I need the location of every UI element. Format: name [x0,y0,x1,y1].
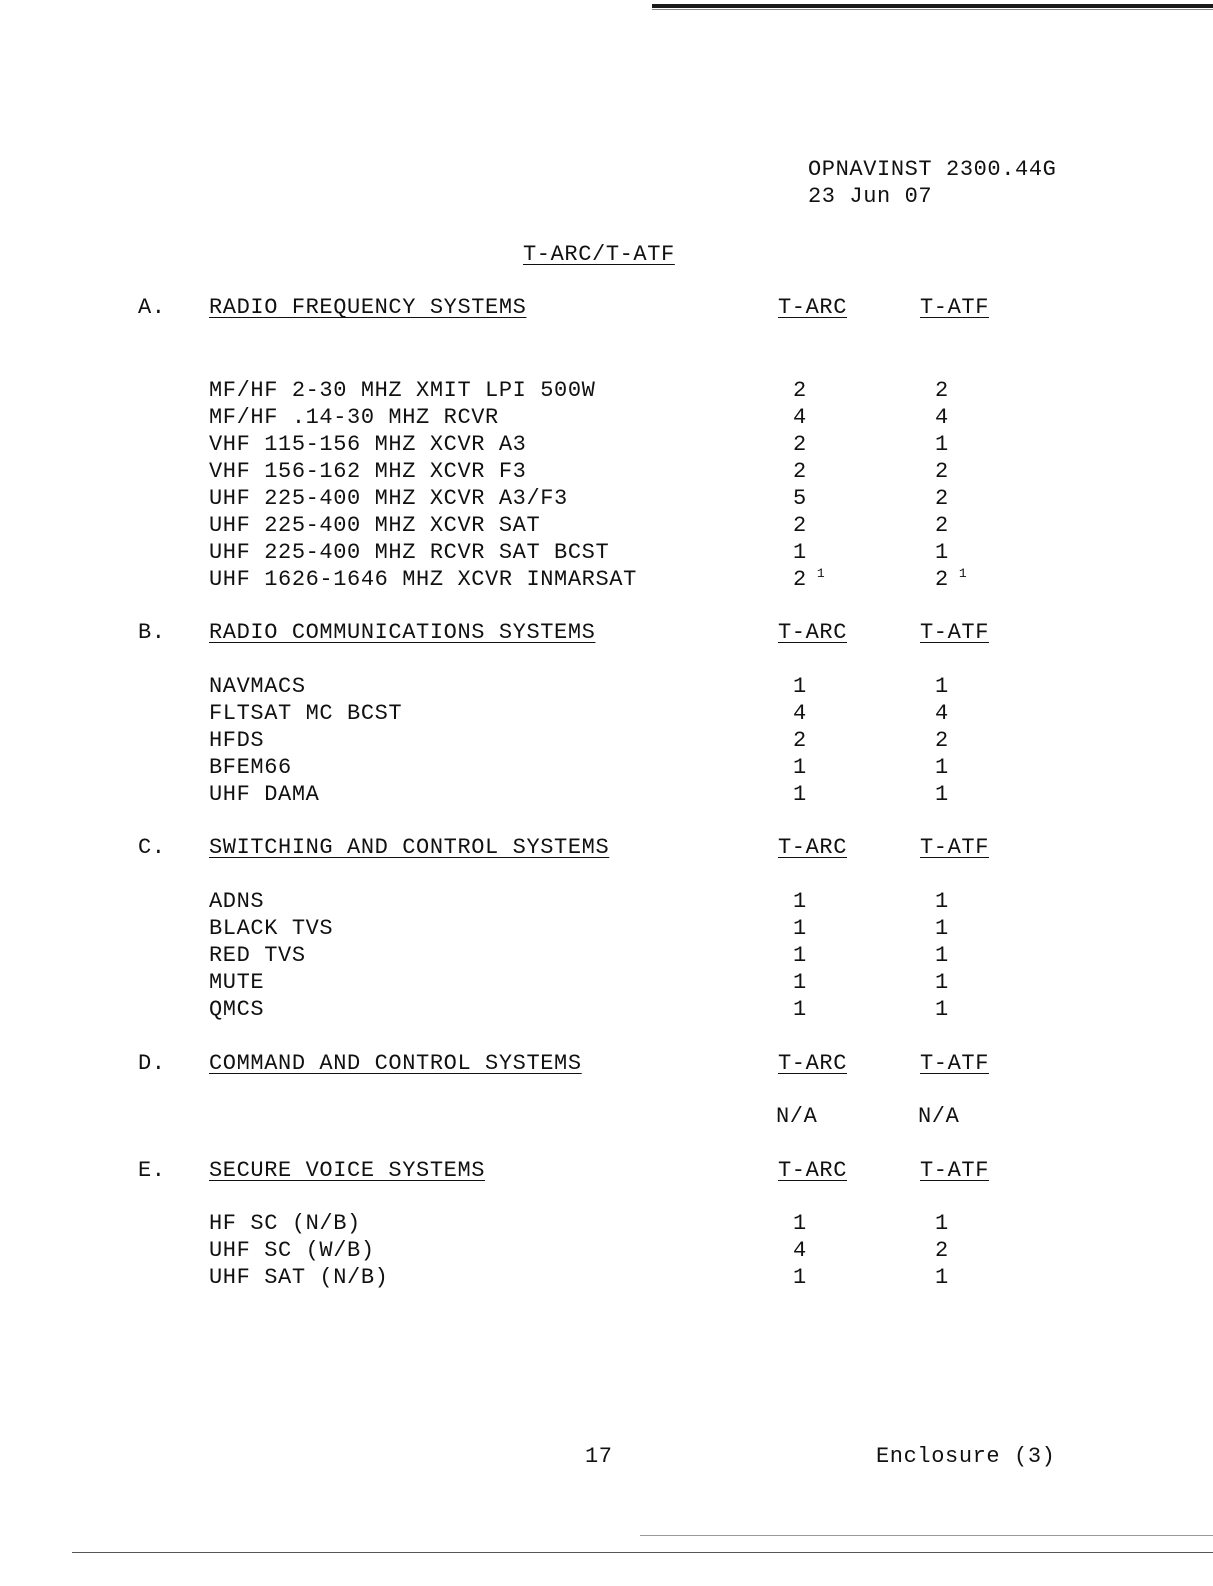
section-heading: SWITCHING AND CONTROL SYSTEMS [209,835,610,860]
value-t-atf: 2 [935,513,949,538]
row-label: BLACK TVS [209,916,334,941]
value-t-arc: N/A [776,1104,818,1129]
row-label: QMCS [209,997,265,1022]
value-t-atf: 1 [935,782,949,807]
value-t-atf: 2 [935,728,949,753]
value-t-arc: 1 [793,889,807,914]
value-t-arc: 2 [793,432,807,457]
section-heading: COMMAND AND CONTROL SYSTEMS [209,1051,582,1076]
value-t-arc: 1 [793,1211,807,1236]
page-title: T-ARC/T-ATF [523,242,675,267]
value-t-atf: 1 [935,755,949,780]
section-letter: C. [138,835,166,860]
value-t-atf: 2 [935,1238,949,1263]
row-label: FLTSAT MC BCST [209,701,403,726]
row-label: HF SC (N/B) [209,1211,361,1236]
value-t-atf: 1 [935,1211,949,1236]
value-t-arc: 1 [793,674,807,699]
section-heading: RADIO FREQUENCY SYSTEMS [209,295,527,320]
row-label: ADNS [209,889,265,914]
value-t-arc: 2 [793,728,807,753]
row-label: VHF 115-156 MHZ XCVR A3 [209,432,527,457]
section-heading: SECURE VOICE SYSTEMS [209,1158,486,1183]
value-t-atf: 2 [935,459,949,484]
value-t-atf: 4 [935,405,949,430]
row-label: RED TVS [209,943,306,968]
value-t-atf: 2 [935,486,949,511]
row-label: HFDS [209,728,265,753]
footnote-marker: 1 [816,566,826,581]
enclosure-label: Enclosure (3) [876,1444,1056,1469]
bottom-rule-faint [640,1535,1213,1536]
column-header-t-atf: T-ATF [920,1051,990,1076]
footnote-marker: 1 [958,566,968,581]
value-t-arc: 1 [793,970,807,995]
value-text: 2 [935,567,949,592]
column-header-t-arc: T-ARC [778,1158,848,1183]
value-t-arc: 5 [793,486,807,511]
row-label: MF/HF .14-30 MHZ RCVR [209,405,499,430]
value-t-atf: 1 [935,432,949,457]
top-rule-thin [652,9,1213,10]
value-text: 2 [793,567,807,592]
column-header-t-atf: T-ATF [920,620,990,645]
row-label: UHF SAT (N/B) [209,1265,389,1290]
section-letter: D. [138,1051,166,1076]
value-t-arc: 1 [793,943,807,968]
value-t-atf: 1 [935,1265,949,1290]
row-label: UHF 225-400 MHZ XCVR A3/F3 [209,486,568,511]
value-t-arc: 1 [793,997,807,1022]
value-t-arc: 1 [793,540,807,565]
value-t-atf: 1 [935,943,949,968]
column-header-t-arc: T-ARC [778,620,848,645]
doc-id: OPNAVINST 2300.44G [808,157,1057,182]
value-t-atf: 2 [935,378,949,403]
row-label: UHF 1626-1646 MHZ XCVR INMARSAT [209,567,637,592]
value-t-arc: 2 [793,378,807,403]
value-t-atf: 1 [935,889,949,914]
row-label: UHF DAMA [209,782,320,807]
row-label: MF/HF 2-30 MHZ XMIT LPI 500W [209,378,596,403]
doc-date: 23 Jun 07 [808,184,933,209]
value-t-atf: 1 [935,540,949,565]
row-label: UHF SC (W/B) [209,1238,375,1263]
value-t-arc: 1 [793,916,807,941]
top-rule [652,4,1213,8]
page-number: 17 [585,1444,613,1469]
row-label: NAVMACS [209,674,306,699]
value-t-arc: 1 [793,755,807,780]
value-t-atf: 4 [935,701,949,726]
row-label: MUTE [209,970,265,995]
column-header-t-arc: T-ARC [778,835,848,860]
value-t-arc: 4 [793,405,807,430]
section-letter: B. [138,620,166,645]
value-t-atf: 1 [935,997,949,1022]
column-header-t-arc: T-ARC [778,1051,848,1076]
value-t-arc: 2 [793,513,807,538]
section-letter: A. [138,295,166,320]
value-t-atf [935,568,967,594]
value-t-atf: 1 [935,674,949,699]
value-t-arc: 4 [793,1238,807,1263]
bottom-rule [72,1552,1213,1553]
value-t-arc: 1 [793,782,807,807]
row-label: UHF 225-400 MHZ XCVR SAT [209,513,541,538]
value-t-atf: N/A [918,1104,960,1129]
value-t-atf: 1 [935,970,949,995]
value-t-atf: 1 [935,916,949,941]
column-header-t-atf: T-ATF [920,295,990,320]
row-label: VHF 156-162 MHZ XCVR F3 [209,459,527,484]
section-letter: E. [138,1158,166,1183]
value-t-arc: 4 [793,701,807,726]
value-t-arc: 2 [793,459,807,484]
value-t-arc [793,568,825,594]
column-header-t-atf: T-ATF [920,835,990,860]
row-label: UHF 225-400 MHZ RCVR SAT BCST [209,540,610,565]
section-heading: RADIO COMMUNICATIONS SYSTEMS [209,620,596,645]
row-label: BFEM66 [209,755,292,780]
value-t-arc: 1 [793,1265,807,1290]
column-header-t-arc: T-ARC [778,295,848,320]
column-header-t-atf: T-ATF [920,1158,990,1183]
